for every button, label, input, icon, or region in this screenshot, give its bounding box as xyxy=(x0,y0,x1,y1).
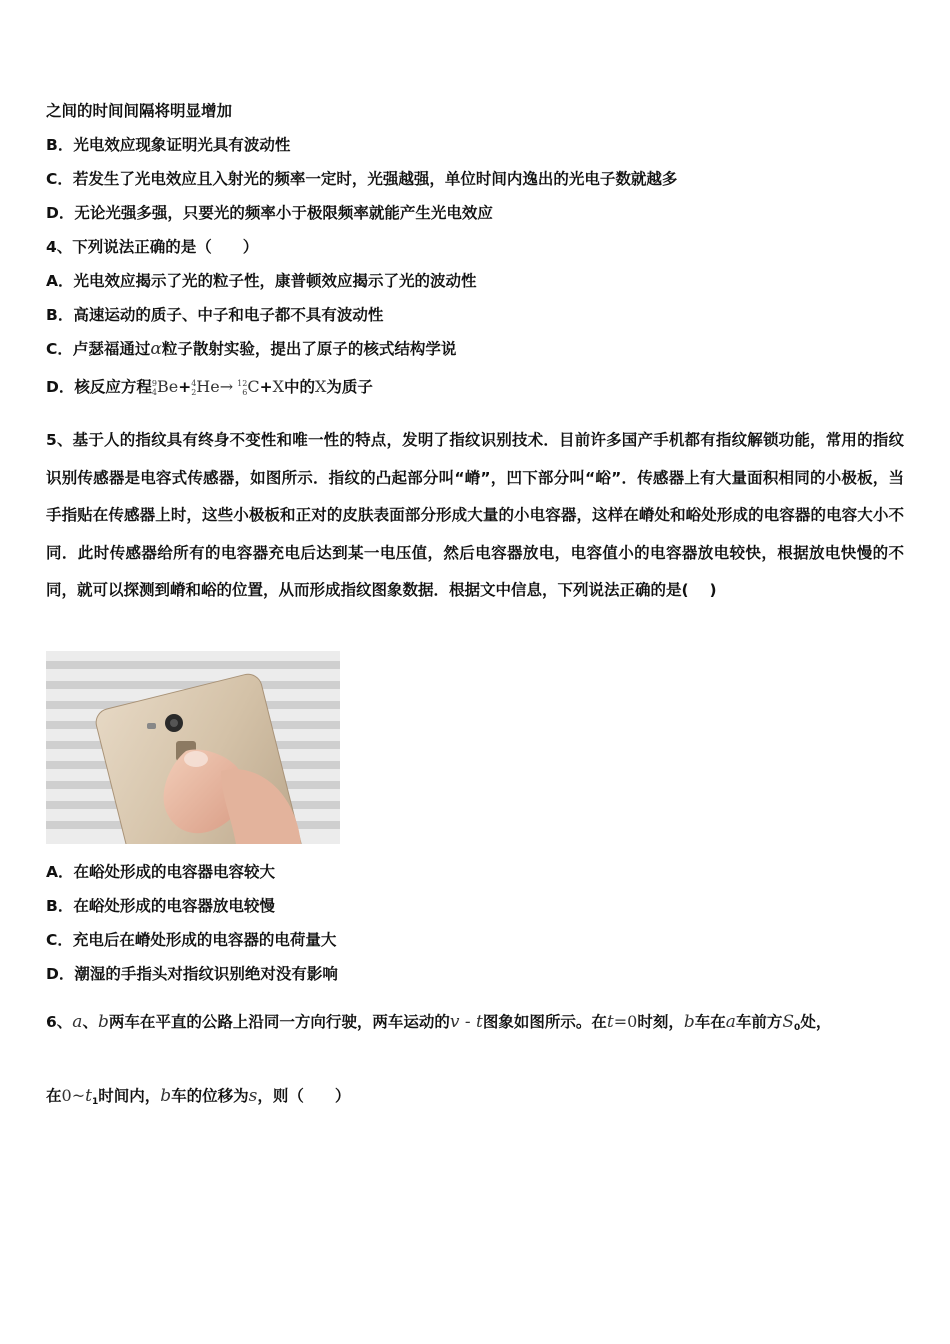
q6-text: 车前方 xyxy=(735,1013,783,1031)
var-s: s xyxy=(248,1086,258,1106)
q6-text: 车在 xyxy=(694,1013,726,1031)
he-isotope: 4 2 xyxy=(191,378,197,397)
q6-number: 6、 xyxy=(46,1013,73,1031)
var-b: b xyxy=(683,1012,695,1032)
c-symbol: C xyxy=(247,377,260,396)
q4-d-mid: 中的 xyxy=(283,378,315,396)
var-a: a xyxy=(72,1012,83,1032)
s0-subscript: 0 xyxy=(794,1023,801,1033)
option-c-prev: C．若发生了光电效应且入射光的频率一定时，光强越强，单位时间内逸出的光电子数就越多 xyxy=(46,170,678,188)
t1-subscript: 1 xyxy=(91,1097,99,1107)
q4-d-pre: D．核反应方程 xyxy=(46,378,152,396)
option-d-prev: D．无论光强多强，只要光的频率小于极限频率就能产生光电效应 xyxy=(46,204,493,222)
q4-stem: 4、下列说法正确的是（ ） xyxy=(46,238,259,256)
fingerprint-phone-photo xyxy=(46,651,340,844)
q6-text: 车的位移为 xyxy=(171,1087,249,1105)
var-b: b xyxy=(97,1012,109,1032)
q4-c-pre: C．卢瑟福通过 xyxy=(46,340,151,358)
text-line: 之间的时间间隔将明显增加 xyxy=(46,102,233,120)
q5-stem: 5、基于人的指纹具有终身不变性和唯一性的特点，发明了指纹识别技术．目前许多国产手机都有指纹解锁功能，常用的指纹识别传感器是电容式传感器，如图所示．指纹的凸起部分叫“嵴”，凹下部分叫“峪”．传感器上有大量面积相同的小极板，当手指贴在传感器上时，这些小极板和正对的皮肤表面部分形成大量的小电容器，这样在嵴处和峪处形成的电容器的电容大小不同．此时传感器给所有的电容器充电后达到某一电压值，然后电容器放电，电容值小的电容器放电较快，根据放电快慢的不同，就可以探测到嵴和峪的位置，从而形成指纹图象数据．根据文中信息，下列说法正确的是( ) xyxy=(46,431,904,599)
q6-text: 处， xyxy=(800,1013,832,1031)
q5-option-d: D．潮湿的手指头对指纹识别绝对没有影响 xyxy=(46,965,338,983)
q4-option-b: B．高速运动的质子、中子和电子都不具有波动性 xyxy=(46,306,384,324)
be-isotope: 9 4 xyxy=(151,378,157,397)
separator: 、 xyxy=(82,1013,98,1031)
var-b: b xyxy=(160,1086,172,1106)
q6-text: 图象如图所示。在 xyxy=(482,1013,607,1031)
q4-option-d xyxy=(46,374,373,400)
q5-option-c: C．充电后在嵴处形成的电容器的电荷量大 xyxy=(46,931,337,949)
q6-text: 时刻， xyxy=(637,1013,684,1031)
alpha-symbol: α xyxy=(150,339,162,359)
tilde-symbol: ~ xyxy=(71,1086,86,1105)
plus-sign: + xyxy=(259,378,273,396)
vt-symbol: v - t xyxy=(449,1012,483,1032)
arrow-symbol: → xyxy=(219,377,234,396)
be-symbol: Be xyxy=(156,377,179,396)
q4-option-c xyxy=(46,338,456,360)
option-b-prev: B．光电效应现象证明光具有波动性 xyxy=(46,136,291,154)
q6-stem-line2 xyxy=(46,1084,350,1114)
c-isotope: 12 6 xyxy=(237,378,248,397)
var-t1: t xyxy=(85,1086,92,1106)
var-t: t xyxy=(606,1012,614,1032)
q4-d-post: 为质子 xyxy=(326,378,373,396)
q6-text: 两车在平直的公路上沿同一方向行驶，两车运动的 xyxy=(108,1013,450,1031)
q6-text: 在 xyxy=(46,1087,62,1105)
eq-zero: =0 xyxy=(613,1012,638,1031)
q5-option-a: A．在峪处形成的电容器电容较大 xyxy=(46,863,275,881)
x-symbol: X xyxy=(314,377,327,396)
phone-illustration xyxy=(46,651,340,844)
q4-option-a: A．光电效应揭示了光的粒子性，康普顿效应揭示了光的波动性 xyxy=(46,272,477,290)
var-s0: S xyxy=(782,1012,795,1032)
plus-sign: + xyxy=(178,378,192,396)
q6-stem-line1 xyxy=(46,1010,831,1040)
zero-symbol: 0 xyxy=(61,1086,72,1105)
q6-text: ，则（ ） xyxy=(257,1087,351,1105)
q5-option-b: B．在峪处形成的电容器放电较慢 xyxy=(46,897,275,915)
q6-text: 时间内， xyxy=(98,1087,161,1105)
he-symbol: He xyxy=(196,377,220,396)
var-a: a xyxy=(725,1012,736,1032)
x-symbol: X xyxy=(272,377,284,396)
q4-c-post: 粒子散射实验，提出了原子的核式结构学说 xyxy=(161,340,457,358)
